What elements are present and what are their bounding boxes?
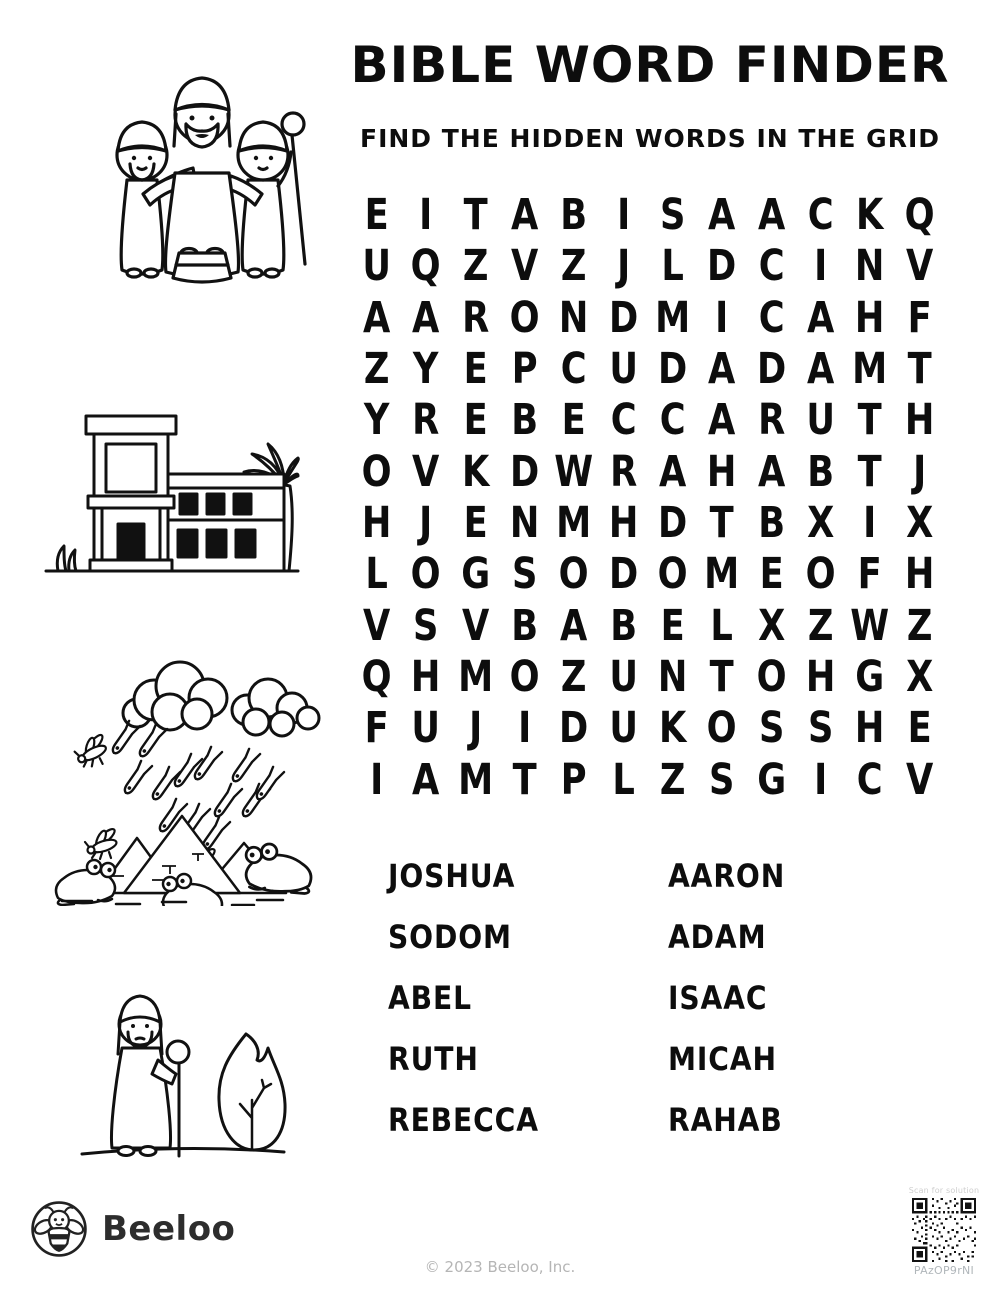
grid-cell: E [759,549,784,600]
grid-cell: D [658,344,688,395]
grid-cell: S [413,600,439,651]
grid-cell: H [608,498,639,549]
grid-cell: V [511,241,539,292]
grid-cell: U [609,703,638,754]
grid-cell: T [857,395,883,446]
grid-cell: Z [561,652,587,703]
beeloo-brand [30,1200,235,1258]
grid-cell: A [363,292,391,343]
grid-cell: U [609,652,638,703]
grid-cell: H [361,498,392,549]
grid-cell: C [807,190,834,241]
grid-cell: D [658,498,688,549]
grid-cell: Z [906,600,933,651]
word-list-item: ABEL [388,979,472,1017]
grid-cell: K [461,446,489,497]
grid-cell: S [807,703,834,754]
grid-cell: T [907,344,932,395]
grid-cell: E [463,395,488,446]
grid-cell: C [758,292,785,343]
grid-cell: B [807,446,835,497]
grid-cell: R [609,446,637,497]
grid-cell: S [758,703,785,754]
grid-cell: Y [363,395,390,446]
page-title: BIBLE WORD FINDER [350,36,950,94]
grid-cell: J [468,703,482,754]
grid-cell: Q [361,652,392,703]
grid-cell: C [659,395,686,446]
qr-code-icon [912,1198,976,1262]
grid-cell: A [708,190,736,241]
grid-cell: H [855,292,885,343]
grid-cell: M [655,292,691,343]
grid-cell: J [419,498,433,549]
word-list-left [388,846,559,1151]
grid-cell: B [757,498,785,549]
grid-cell: H [855,703,885,754]
grid-cell: S [659,190,686,241]
grid-cell: D [756,344,786,395]
grid-cell: T [709,498,735,549]
grid-cell: J [616,241,630,292]
grid-cell: G [756,754,786,805]
grid-cell: R [757,395,785,446]
grid-cell: D [608,292,638,343]
grid-cell: O [361,446,392,497]
grid-cell: K [658,703,687,754]
grid-cell: X [905,498,933,549]
moses-burning-bush-illustration [78,982,288,1167]
page-subtitle: FIND THE HIDDEN WORDS IN THE GRID [360,124,940,153]
grid-cell: T [857,446,883,497]
grid-cell: C [758,241,785,292]
grid-cell: E [660,600,685,651]
grid-cell: A [659,446,687,497]
grid-cell: H [805,652,836,703]
grid-cell: E [364,190,389,241]
grid-cell: O [657,549,688,600]
grid-cell: X [807,498,835,549]
grid-cell: A [511,190,539,241]
grid-cell: V [461,600,489,651]
word-list-item: ISAAC [668,979,768,1017]
bible-figures-illustration [85,58,320,286]
grid-cell: D [510,446,540,497]
grid-cell: I [616,190,630,241]
grid-cell: B [609,600,637,651]
grid-cell: N [559,292,589,343]
grid-cell: R [412,395,440,446]
grid-cell: F [364,703,389,754]
grid-cell: O [756,652,787,703]
grid-cell: P [511,344,538,395]
grid-cell: D [608,549,638,600]
grid-cell: A [757,190,785,241]
grid-cell: O [805,549,836,600]
grid-cell: U [411,703,441,754]
grid-cell: H [904,549,935,600]
grid-cell: R [461,292,489,343]
grid-cell: C [561,344,587,395]
word-list-item: ADAM [668,918,767,956]
word-list-item: MICAH [668,1040,777,1078]
grid-cell: Z [363,344,390,395]
grid-cell: V [905,754,933,805]
grid-cell: K [856,190,884,241]
grid-cell: A [560,600,588,651]
grid-cell: Q [904,190,935,241]
grid-cell: Z [462,241,489,292]
word-list-item: SODOM [388,918,512,956]
grid-cell: I [518,703,532,754]
word-grid [352,190,944,806]
word-list-right [668,846,801,1151]
grid-cell: A [412,754,440,805]
grid-cell: O [558,549,589,600]
grid-cell: E [463,498,488,549]
grid-cell: O [509,292,540,343]
grid-cell: B [511,395,539,446]
word-list-item: AARON [668,857,786,895]
brand-name: Beeloo [102,1209,236,1249]
word-list-item: REBECCA [388,1101,539,1139]
grid-cell: O [509,652,540,703]
grid-cell: L [612,754,635,805]
grid-cell: V [363,600,391,651]
grid-cell: S [511,549,538,600]
word-list-item: RAHAB [668,1101,783,1139]
grid-cell: F [907,292,932,343]
solution-qr-block [900,1186,988,1277]
word-list-item: JOSHUA [388,857,516,895]
grid-cell: N [509,498,540,549]
grid-cell: M [852,344,888,395]
grid-cell: N [657,652,688,703]
temple-illustration [42,408,302,580]
bee-icon [30,1200,88,1258]
grid-cell: Z [561,241,587,292]
grid-cell: X [757,600,785,651]
grid-cell: Z [807,600,834,651]
grid-cell: E [463,344,488,395]
grid-cell: G [855,652,885,703]
grid-cell: C [610,395,637,446]
grid-cell: I [370,754,384,805]
grid-cell: N [855,241,885,292]
grid-cell: U [609,344,638,395]
grid-cell: Y [413,344,439,395]
grid-cell: L [710,600,734,651]
copyright-text: © 2023 Beeloo, Inc. [424,1258,576,1276]
grid-cell: U [362,241,391,292]
grid-cell: F [857,549,883,600]
grid-cell: A [708,395,736,446]
grid-cell: L [661,241,684,292]
grid-cell: M [704,549,740,600]
grid-cell: O [410,549,441,600]
grid-cell: E [907,703,932,754]
grid-cell: D [707,241,737,292]
grid-cell: H [411,652,441,703]
plagues-of-egypt-illustration [42,658,322,906]
grid-cell: G [460,549,490,600]
grid-cell: J [912,446,926,497]
grid-cell: H [707,446,737,497]
grid-cell: W [850,600,890,651]
grid-cell: M [556,498,592,549]
grid-cell: Z [659,754,686,805]
grid-cell: I [814,241,828,292]
grid-cell: S [709,754,735,805]
grid-cell: M [457,652,493,703]
grid-cell: Q [410,241,441,292]
grid-cell: A [708,344,736,395]
grid-cell: I [715,292,729,343]
grid-cell: B [560,190,588,241]
grid-cell: O [706,703,737,754]
grid-cell: A [807,344,835,395]
grid-cell: T [512,754,537,805]
grid-cell: X [905,652,933,703]
grid-cell: P [561,754,587,805]
grid-cell: E [561,395,587,446]
grid-cell: C [857,754,883,805]
word-list-item: RUTH [388,1040,479,1078]
grid-cell: I [419,190,433,241]
grid-cell: A [757,446,785,497]
grid-cell: U [806,395,835,446]
grid-cell: V [412,446,440,497]
grid-cell: T [709,652,735,703]
grid-cell: A [807,292,835,343]
grid-cell: D [559,703,589,754]
grid-cell: V [905,241,933,292]
grid-cell: I [814,754,828,805]
grid-cell: W [554,446,594,497]
grid-cell: H [904,395,935,446]
grid-cell: I [863,498,877,549]
qr-caption: Scan for solution [908,1186,980,1195]
puzzle-code: PAzOP9rNI [913,1264,975,1277]
grid-cell: L [365,549,388,600]
grid-cell: M [457,754,493,805]
grid-cell: B [511,600,539,651]
grid-cell: A [412,292,440,343]
grid-cell: T [463,190,488,241]
